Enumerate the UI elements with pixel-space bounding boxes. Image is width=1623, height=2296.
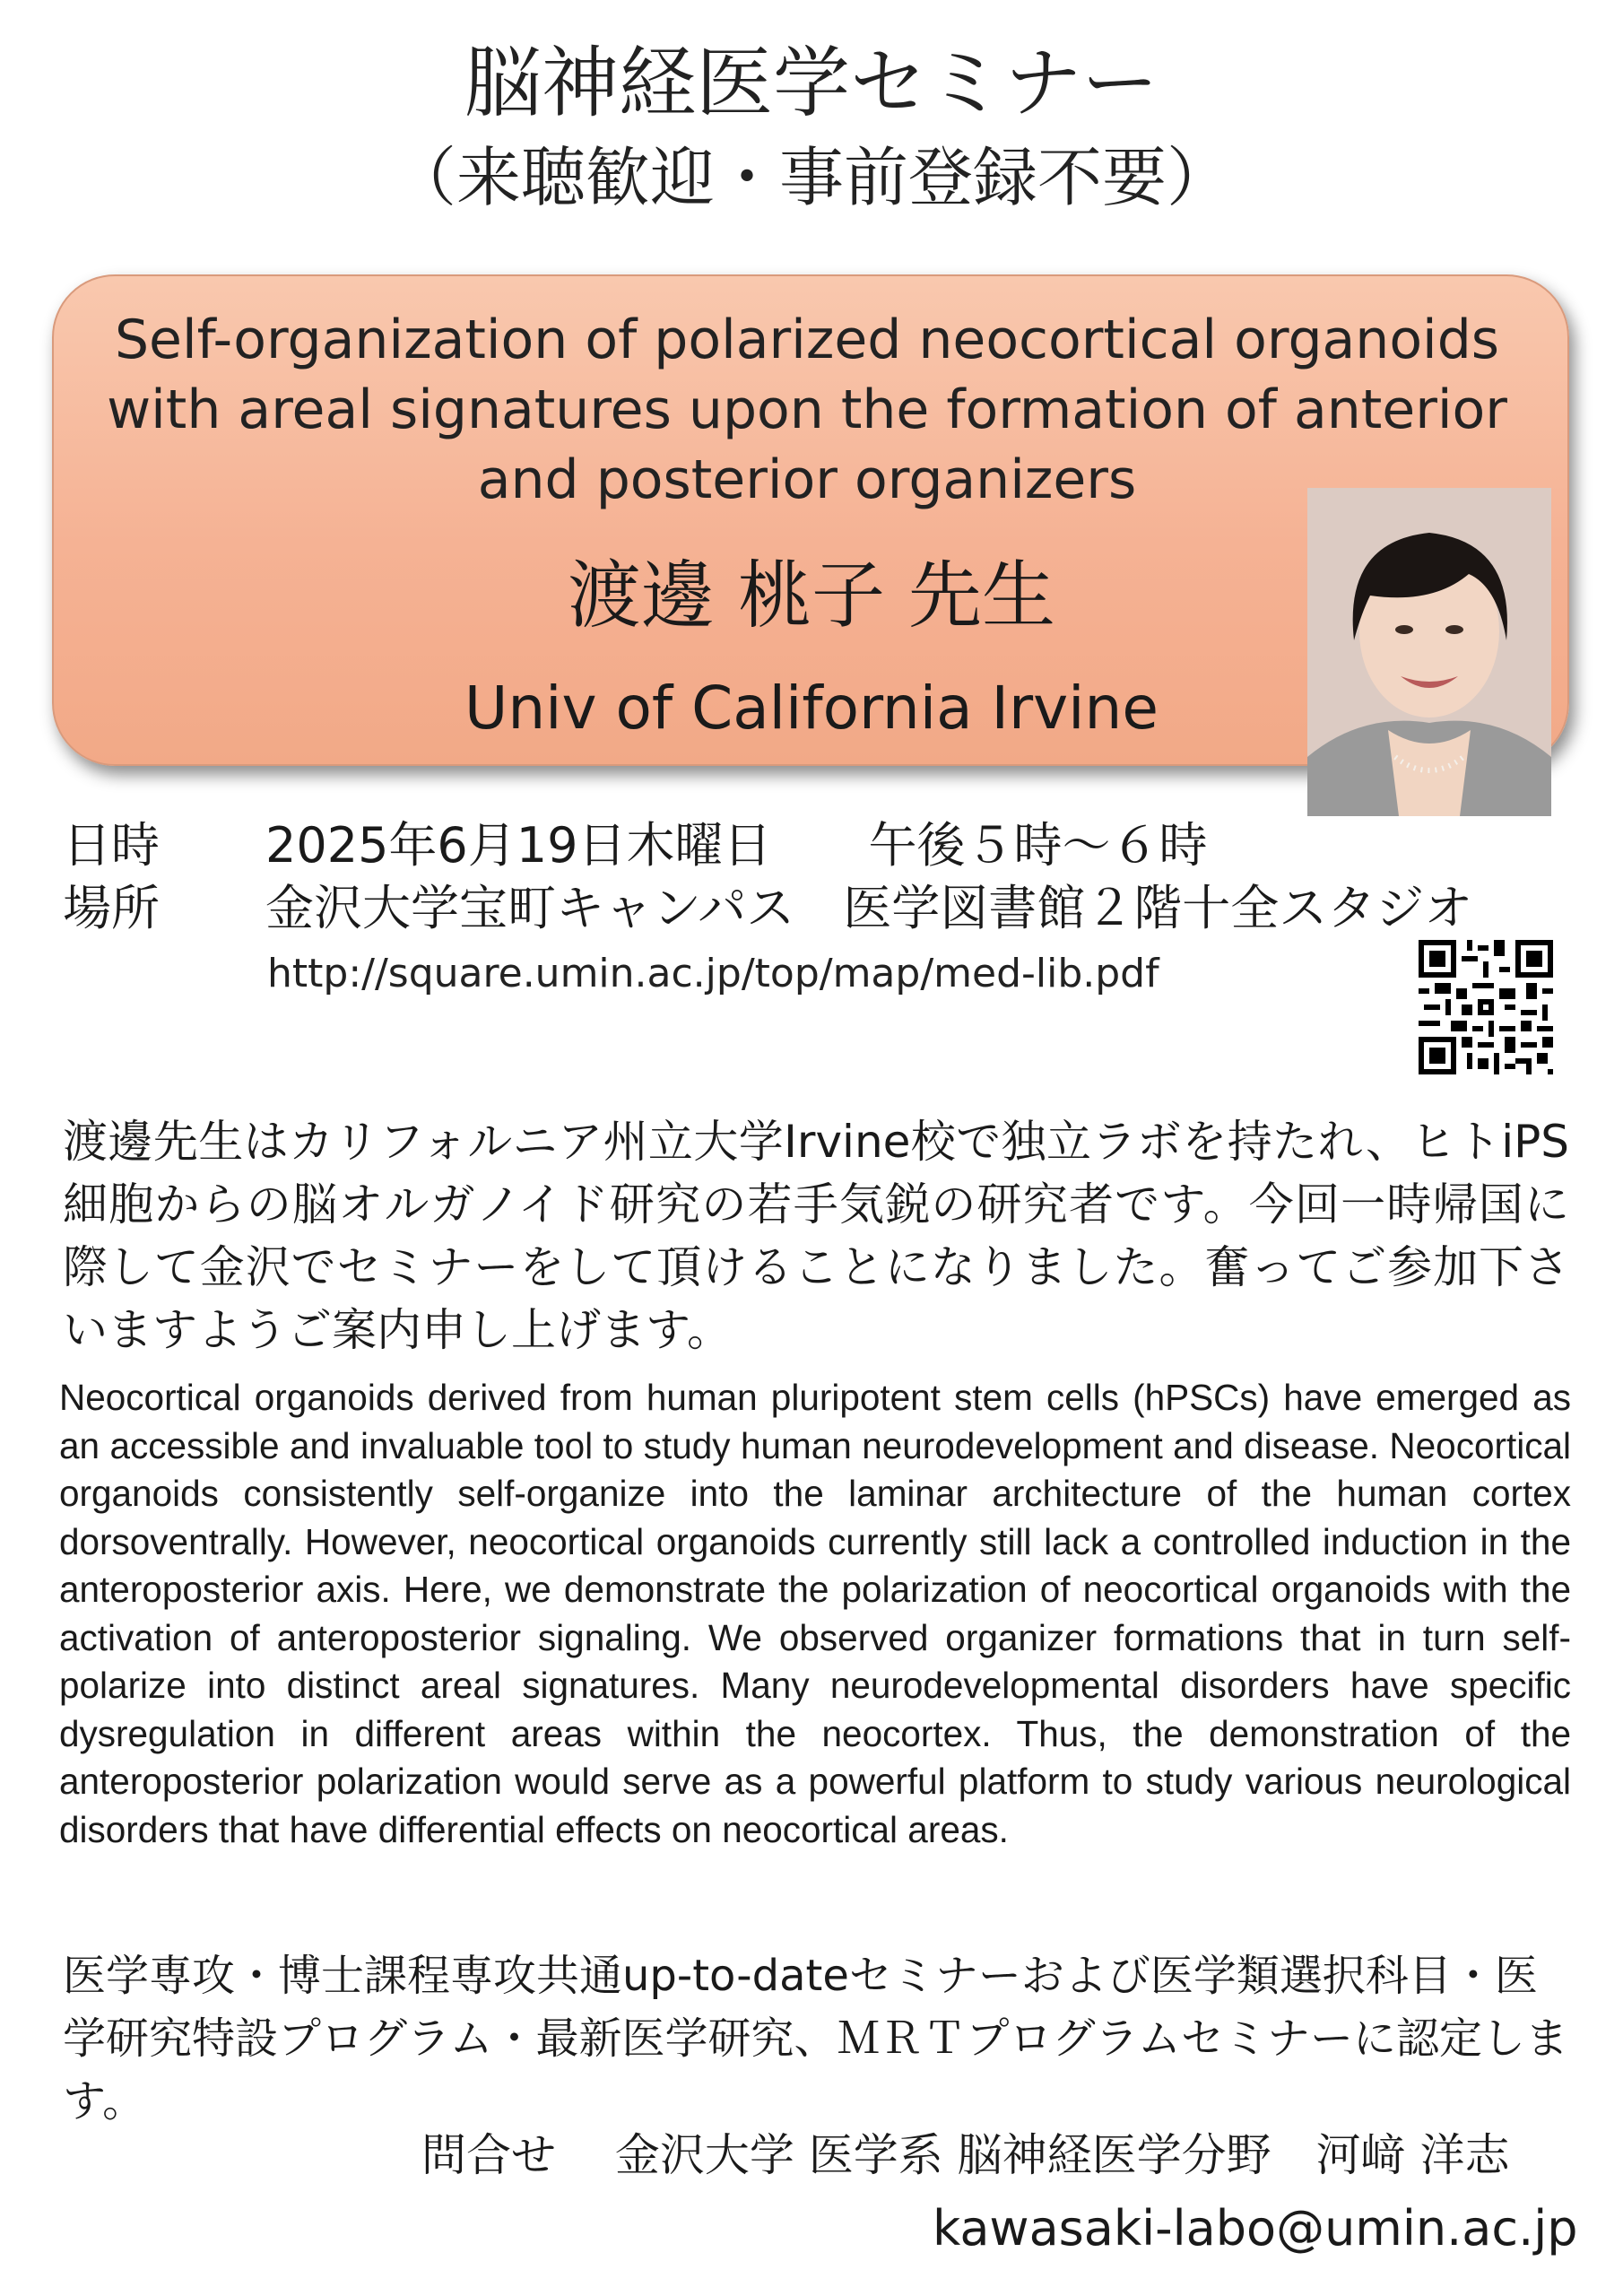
qr-code-icon	[1419, 940, 1553, 1074]
intro-paragraph: 渡邊先生はカリフォルニア州立大学Irvine校で独立ラボを持たれ、ヒトiPS細胞からの脳オルガノイド研究の若手気鋭の研究者です。今回一時帰国に際して金沢でセミナーをして頂けることになりました。奮ってご参加下さいますようご案内申し上げます。	[63, 1116, 1569, 1356]
place-value: 金沢大学宝町キャンパス 医学図書館２階十全スタジオ	[265, 880, 1473, 936]
speaker-portrait	[1307, 488, 1551, 816]
speaker-name: 渡邊 桃子 先生	[567, 553, 1056, 639]
speaker-affiliation: Univ of California Irvine	[464, 674, 1159, 743]
seminar-subtitle: （来聴歓迎・事前登録不要）	[391, 140, 1231, 215]
seminar-title: 脳神経医学セミナー	[464, 39, 1159, 128]
date-value: 2025年6月19日木曜日 午後５時～６時	[265, 817, 1208, 874]
map-url-link[interactable]: http://square.umin.ac.jp/top/map/med-lib.pdf	[267, 951, 1159, 996]
portrait-illustration	[1307, 488, 1551, 816]
certification-note: 医学専攻・博士課程専攻共通up-to-dateセミナーおよび医学類選択科目・医学研究特設プログラム・最新医学研究、ＭＲＴプログラムセミナーに認定します。	[63, 1951, 1569, 2126]
date-label: 日時	[63, 817, 160, 874]
abstract-paragraph: Neocortical organoids derived from human pluripotent stem cells (hPSCs) have emerged as an accessible and invaluable tool to study human neurodevelopment and disease. Neocortical organoids consistently self-organize into the laminar architecture of the human cortex dorsoventrally. However, neocortical organoids currently still lack a controlled induction in the anteroposterior axis. Here, we demonstrate the polarization of neocortical organoids with the activation of anteroposterior signaling. We observed organizer formations that in turn self-polarize into distinct areal signatures. Many neurodevelopmental disorders have specific dysregulation in different areas within the neocortex. Thus, the demonstration of the anteroposterior polarization would serve as a powerful platform to study various neurological disorders that have differential effects on neocortical areas.	[59, 1377, 1571, 1850]
place-label: 場所	[63, 880, 160, 936]
qr-code[interactable]	[1419, 940, 1553, 1074]
talk-title: Self-organization of polarized neocortical organoids with areal signatures upon the formation of anterior and posterior organizers	[107, 309, 1507, 511]
contact-line: 問合せ 金沢大学 医学系 脳神経医学分野 河﨑 洋志	[421, 2129, 1510, 2181]
contact-email-link[interactable]: kawasaki-labo@umin.ac.jp	[933, 2200, 1578, 2257]
